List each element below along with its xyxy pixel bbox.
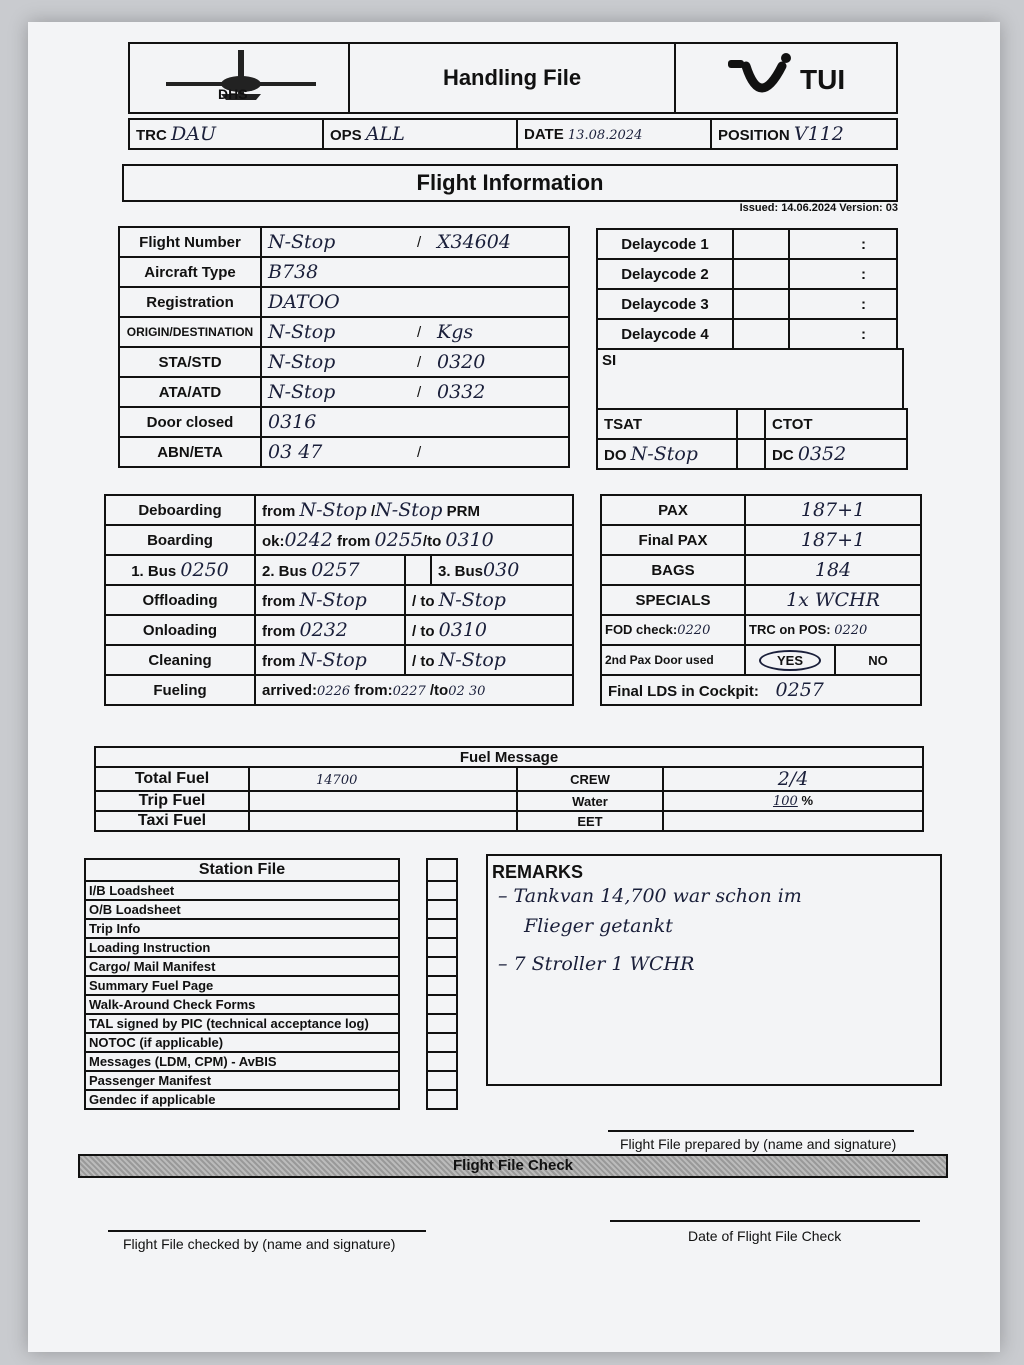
fod-label: FOD check: bbox=[605, 622, 678, 637]
offloading-to[interactable]: N-Stop bbox=[438, 589, 506, 611]
final-pax-value[interactable]: 187+1 bbox=[800, 529, 866, 551]
boarding-to[interactable]: 0310 bbox=[445, 529, 494, 551]
delaycode-label: Delaycode 1 bbox=[597, 229, 733, 259]
station-file-table bbox=[84, 858, 400, 1110]
from-label: from bbox=[262, 593, 296, 610]
issued-note: Issued: 14.06.2024 Version: 03 bbox=[739, 202, 898, 214]
final-pax-label: Final PAX bbox=[601, 525, 745, 555]
flight-row-value-b[interactable]: 0332 bbox=[437, 381, 486, 403]
total-fuel-value[interactable]: 14700 bbox=[316, 772, 358, 788]
dc-value[interactable]: 0352 bbox=[797, 443, 847, 465]
lds-value[interactable]: 0257 bbox=[775, 679, 824, 701]
station-item-label: Gendec if applicable bbox=[85, 1090, 399, 1109]
fueling-to[interactable]: 02 30 bbox=[448, 683, 486, 699]
yes-option[interactable]: YES bbox=[759, 650, 821, 671]
remarks-line-3[interactable]: – 7 Stroller 1 WCHR bbox=[498, 953, 695, 975]
date-label: DATE bbox=[524, 125, 564, 143]
station-item-label: Passenger Manifest bbox=[85, 1071, 399, 1090]
station-item-checkbox[interactable] bbox=[427, 919, 457, 938]
flight-row-label: ATA/ATD bbox=[119, 377, 261, 407]
station-file-item bbox=[85, 1052, 399, 1071]
station-file-item bbox=[85, 976, 399, 995]
checkbox-header bbox=[427, 859, 457, 881]
boarding-ok[interactable]: 0242 bbox=[284, 529, 333, 551]
date-value[interactable]: 13.08.2024 bbox=[567, 127, 643, 143]
delaycode-code-cell[interactable] bbox=[733, 229, 789, 259]
do-value[interactable]: N-Stop bbox=[630, 443, 698, 465]
flight-row-separator: / bbox=[411, 437, 431, 467]
onloading-label: Onloading bbox=[105, 615, 255, 645]
bus1-label: 1. Bus bbox=[131, 563, 177, 580]
flight-row-separator bbox=[411, 287, 431, 317]
station-file-item bbox=[85, 995, 399, 1014]
station-item-label: Walk-Around Check Forms bbox=[85, 995, 399, 1014]
flight-row-label: Flight Number bbox=[119, 227, 261, 257]
remarks-title: REMARKS bbox=[492, 862, 584, 882]
tui-smile-icon bbox=[726, 52, 796, 108]
position-value[interactable]: V112 bbox=[793, 123, 844, 145]
station-checkboxes bbox=[426, 858, 458, 1110]
fueling-arrived[interactable]: 0226 bbox=[317, 683, 351, 699]
flight-row-label: ABN/ETA bbox=[119, 437, 261, 467]
to-label: / to bbox=[412, 623, 435, 640]
water-value[interactable]: 100 bbox=[772, 794, 798, 809]
cleaning-to[interactable]: N-Stop bbox=[438, 649, 506, 671]
checked-by-label: Flight File checked by (name and signature) bbox=[123, 1236, 396, 1252]
position-label: POSITION bbox=[718, 127, 790, 144]
delaycode-row bbox=[597, 319, 897, 349]
delaycode-time[interactable]: : bbox=[789, 319, 897, 349]
station-file-item bbox=[85, 1033, 399, 1052]
station-file-item bbox=[85, 1071, 399, 1090]
lds-label: Final LDS in Cockpit: bbox=[608, 683, 759, 700]
delaycode-time[interactable]: : bbox=[789, 229, 897, 259]
station-item-label: Messages (LDM, CPM) - AvBIS bbox=[85, 1052, 399, 1071]
dc-label: DC bbox=[772, 447, 794, 464]
fueling-label: Fueling bbox=[105, 675, 255, 705]
flight-row-value-a[interactable]: N-Stop bbox=[268, 351, 336, 373]
flight-row-value-a[interactable]: DATOO bbox=[268, 291, 340, 313]
bus2-label: 2. Bus bbox=[262, 563, 308, 580]
boarding-from[interactable]: 0255 bbox=[374, 529, 423, 551]
flight-info-row bbox=[119, 347, 569, 377]
taxi-fuel-label: Taxi Fuel bbox=[95, 811, 249, 831]
deboarding-to[interactable]: N-Stop bbox=[375, 499, 443, 521]
from-label: from bbox=[262, 503, 296, 520]
flight-row-value-b[interactable]: X34604 bbox=[437, 231, 511, 253]
fuel-message-title: Fuel Message bbox=[95, 747, 923, 767]
delaycode-time[interactable]: : bbox=[789, 289, 897, 319]
onloading-to[interactable]: 0310 bbox=[438, 619, 488, 641]
bags-label: BAGS bbox=[601, 555, 745, 585]
flight-row-label: STA/STD bbox=[119, 347, 261, 377]
station-item-checkbox[interactable] bbox=[427, 900, 457, 919]
flight-row-label: ORIGIN/DESTINATION bbox=[119, 317, 261, 347]
station-item-checkbox[interactable] bbox=[427, 957, 457, 976]
tui-logo bbox=[676, 42, 898, 114]
flight-row-separator bbox=[411, 257, 431, 287]
bags-value[interactable]: 184 bbox=[814, 559, 852, 581]
cleaning-label: Cleaning bbox=[105, 645, 255, 675]
remarks-box bbox=[486, 854, 942, 1086]
specials-value[interactable]: 1x WCHR bbox=[786, 589, 880, 611]
flight-row-label: Door closed bbox=[119, 407, 261, 437]
flight-row-value-a[interactable]: N-Stop bbox=[268, 381, 336, 403]
flight-info-row bbox=[119, 227, 569, 257]
station-item-label: Summary Fuel Page bbox=[85, 976, 399, 995]
tsat-ctot-table bbox=[596, 408, 908, 470]
flight-row-separator bbox=[411, 407, 431, 437]
remarks-line-2[interactable]: Flieger getankt bbox=[524, 915, 673, 937]
station-item-label: TAL signed by PIC (technical acceptance log) bbox=[85, 1014, 399, 1033]
header-meta-row bbox=[128, 118, 898, 150]
station-item-label: Cargo/ Mail Manifest bbox=[85, 957, 399, 976]
station-file-item bbox=[85, 900, 399, 919]
flight-info-title: Flight Information bbox=[122, 164, 898, 202]
trip-fuel-label: Trip Fuel bbox=[95, 791, 249, 811]
flight-row-value-b[interactable]: Kgs bbox=[437, 321, 474, 343]
delaycode-row bbox=[597, 229, 897, 259]
checked-by-line bbox=[108, 1230, 426, 1232]
brand-name: TUI bbox=[800, 64, 846, 95]
ok-label: ok: bbox=[262, 533, 285, 550]
fueling-from[interactable]: 0227 bbox=[392, 683, 426, 699]
trc-label: TRC bbox=[136, 127, 167, 144]
station-item-checkbox[interactable] bbox=[427, 938, 457, 957]
from-label: from bbox=[262, 653, 296, 670]
delaycode-row bbox=[597, 289, 897, 319]
separator: / bbox=[371, 503, 376, 520]
cleaning-from[interactable]: N-Stop bbox=[299, 649, 367, 671]
water-label: Water bbox=[517, 791, 663, 811]
station-file-item bbox=[85, 957, 399, 976]
second-door-label: 2nd Pax Door used bbox=[601, 645, 745, 675]
prepared-label: Flight File prepared by (name and signature) bbox=[620, 1136, 897, 1152]
flight-row-value-a[interactable]: N-Stop bbox=[268, 321, 336, 343]
station-item-label: Trip Info bbox=[85, 919, 399, 938]
flight-row-separator: / bbox=[411, 227, 431, 257]
to-label: /to bbox=[422, 533, 442, 550]
flight-row-value-a[interactable]: 03 47 bbox=[268, 441, 323, 463]
flight-file-check-bar bbox=[78, 1154, 948, 1178]
fod-value[interactable]: 0220 bbox=[677, 623, 711, 638]
from-label: from bbox=[262, 623, 296, 640]
offloading-from[interactable]: N-Stop bbox=[299, 589, 367, 611]
trc-value[interactable]: DAU bbox=[171, 123, 216, 145]
delaycode-row bbox=[597, 259, 897, 289]
eet-label: EET bbox=[517, 811, 663, 831]
flight-info-row bbox=[119, 257, 569, 287]
delaycode-label: Delaycode 3 bbox=[597, 289, 733, 319]
flight-info-row bbox=[119, 437, 569, 467]
prepared-line bbox=[608, 1130, 914, 1132]
station-item-label: I/B Loadsheet bbox=[85, 881, 399, 900]
delaycode-code-cell[interactable] bbox=[733, 289, 789, 319]
to-label: / to bbox=[412, 653, 435, 670]
station-item-checkbox[interactable] bbox=[427, 976, 457, 995]
flight-row-separator: / bbox=[411, 317, 431, 347]
date-check-label: Date of Flight File Check bbox=[688, 1228, 842, 1244]
delaycode-code-cell[interactable] bbox=[733, 259, 789, 289]
arrived-label: arrived: bbox=[262, 681, 318, 699]
boarding-label: Boarding bbox=[105, 525, 255, 555]
station-item-checkbox[interactable] bbox=[427, 1052, 457, 1071]
crew-label: CREW bbox=[517, 767, 663, 791]
do-label: DO bbox=[604, 447, 627, 464]
station-item-checkbox[interactable] bbox=[427, 881, 457, 900]
to-label: /to bbox=[429, 681, 449, 699]
delaycode-label: Delaycode 4 bbox=[597, 319, 733, 349]
deboarding-from[interactable]: N-Stop bbox=[299, 499, 367, 521]
bus3-label: 3. Bus bbox=[438, 563, 484, 580]
trc-pos-label: TRC on POS: bbox=[749, 622, 831, 637]
bus3-value[interactable]: 030 bbox=[483, 559, 520, 581]
flight-row-label: Registration bbox=[119, 287, 261, 317]
station-item-checkbox[interactable] bbox=[427, 995, 457, 1014]
ctot-label: CTOT bbox=[772, 415, 813, 433]
offloading-label: Offloading bbox=[105, 585, 255, 615]
ops-value[interactable]: ALL bbox=[365, 123, 405, 145]
no-option[interactable]: NO bbox=[835, 645, 921, 675]
flight-info-table bbox=[118, 226, 570, 468]
station-item-checkbox[interactable] bbox=[427, 1033, 457, 1052]
flight-info-row bbox=[119, 287, 569, 317]
total-fuel-label: Total Fuel bbox=[95, 767, 249, 791]
si-label: SI bbox=[602, 352, 617, 369]
delaycode-code-cell[interactable] bbox=[733, 319, 789, 349]
deboarding-label: Deboarding bbox=[105, 495, 255, 525]
handling-file-sheet bbox=[28, 22, 1000, 1352]
flight-row-separator: / bbox=[411, 377, 431, 407]
flight-row-value-a[interactable]: N-Stop bbox=[268, 231, 336, 253]
water-unit: % bbox=[801, 793, 813, 808]
prm-label: PRM bbox=[446, 503, 480, 520]
bus1-value[interactable]: 0250 bbox=[180, 559, 229, 581]
header-title: Handling File bbox=[350, 42, 676, 114]
flight-info-row bbox=[119, 377, 569, 407]
delaycode-table bbox=[596, 228, 898, 350]
ops-label: OPS bbox=[330, 127, 362, 144]
station-file-item bbox=[85, 1090, 399, 1109]
remarks-line-1[interactable]: – Tankvan 14,700 war schon im bbox=[498, 885, 802, 907]
station-item-checkbox[interactable] bbox=[427, 1090, 457, 1109]
to-label: / to bbox=[412, 593, 435, 610]
trc-pos-value[interactable]: 0220 bbox=[834, 623, 868, 638]
logo-cell bbox=[128, 42, 350, 114]
pax-table bbox=[600, 494, 922, 706]
delaycode-label: Delaycode 2 bbox=[597, 259, 733, 289]
flight-info-row bbox=[119, 407, 569, 437]
date-check-line bbox=[610, 1220, 920, 1222]
pax-value[interactable]: 187+1 bbox=[800, 499, 866, 521]
fuel-message-table bbox=[94, 746, 924, 832]
station-file-title: Station File bbox=[85, 859, 399, 881]
from-label: from: bbox=[354, 681, 393, 699]
specials-label: SPECIALS bbox=[601, 585, 745, 615]
flight-file-check-title: Flight File Check bbox=[452, 1157, 573, 1174]
station-item-checkbox[interactable] bbox=[427, 1071, 457, 1090]
station-item-label: O/B Loadsheet bbox=[85, 900, 399, 919]
flight-row-value-a[interactable]: B738 bbox=[268, 261, 319, 283]
operations-table bbox=[104, 494, 574, 706]
flight-row-value-b[interactable]: 0320 bbox=[437, 351, 486, 373]
tsat-label: TSAT bbox=[604, 415, 643, 433]
station-item-checkbox[interactable] bbox=[427, 1014, 457, 1033]
flight-row-value-a[interactable]: 0316 bbox=[268, 411, 317, 433]
flight-row-label: Aircraft Type bbox=[119, 257, 261, 287]
station-file-item bbox=[85, 938, 399, 957]
station-file-item bbox=[85, 881, 399, 900]
station-file-item bbox=[85, 1014, 399, 1033]
onloading-from[interactable]: 0232 bbox=[299, 619, 348, 641]
bus2-value[interactable]: 0257 bbox=[311, 559, 360, 581]
station-item-label: NOTOC (if applicable) bbox=[85, 1033, 399, 1052]
pax-label: PAX bbox=[601, 495, 745, 525]
flight-info-row bbox=[119, 317, 569, 347]
flight-row-separator: / bbox=[411, 347, 431, 377]
from-label: from bbox=[337, 533, 371, 550]
delaycode-time[interactable]: : bbox=[789, 259, 897, 289]
logo-text: DHS bbox=[218, 86, 248, 102]
crew-value[interactable]: 2/4 bbox=[777, 768, 809, 790]
station-file-item bbox=[85, 919, 399, 938]
si-box bbox=[596, 348, 904, 410]
station-item-label: Loading Instruction bbox=[85, 938, 399, 957]
